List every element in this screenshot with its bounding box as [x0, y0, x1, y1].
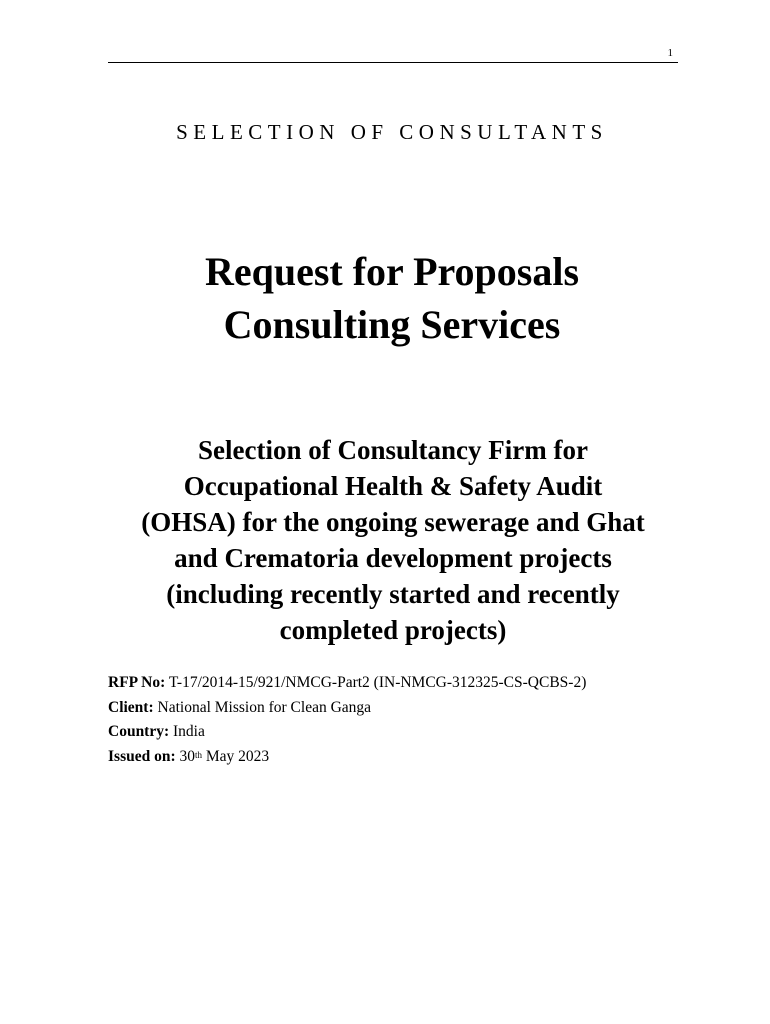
subtitle-line: (OHSA) for the ongoing sewerage and Ghat [141, 507, 645, 537]
issued-on-row [108, 745, 728, 770]
header-rule [108, 62, 678, 63]
country-row [108, 720, 728, 745]
rfp-number-row [108, 671, 728, 696]
subtitle-line: and Crematoria development projects [174, 543, 612, 573]
subtitle-line: completed projects) [279, 615, 507, 645]
issued-on-day: 30 [179, 747, 195, 765]
country-value: India [173, 723, 205, 740]
rfp-number-label: RFP No: [108, 674, 166, 691]
client-label: Client: [108, 698, 154, 716]
issued-on-label: Issued on: [108, 747, 176, 765]
subtitle-line: Occupational Health & Safety Audit [183, 471, 603, 501]
issued-on-month-year: May 2023 [205, 747, 270, 765]
document-details [108, 671, 728, 769]
issued-on-day-suffix: th [195, 749, 203, 760]
subtitle-line: Selection of Consultancy Firm for [198, 435, 588, 465]
document-title [0, 245, 770, 351]
title-line: Request for Proposals [204, 249, 580, 294]
client-row [108, 696, 728, 721]
document-subtitle [60, 432, 726, 648]
rfp-number-value: T-17/2014-15/921/NMCG-Part2 (IN-NMCG-312325-CS-QCBS-2) [168, 674, 587, 691]
client-value: National Mission for Clean Ganga [157, 698, 372, 716]
page-number: 1 [667, 47, 673, 59]
country-label: Country: [108, 723, 170, 740]
title-line: Consulting Services [223, 302, 561, 347]
subtitle-line: (including recently started and recently [166, 579, 620, 609]
document-kicker: SELECTION OF CONSULTANTS [176, 120, 608, 144]
